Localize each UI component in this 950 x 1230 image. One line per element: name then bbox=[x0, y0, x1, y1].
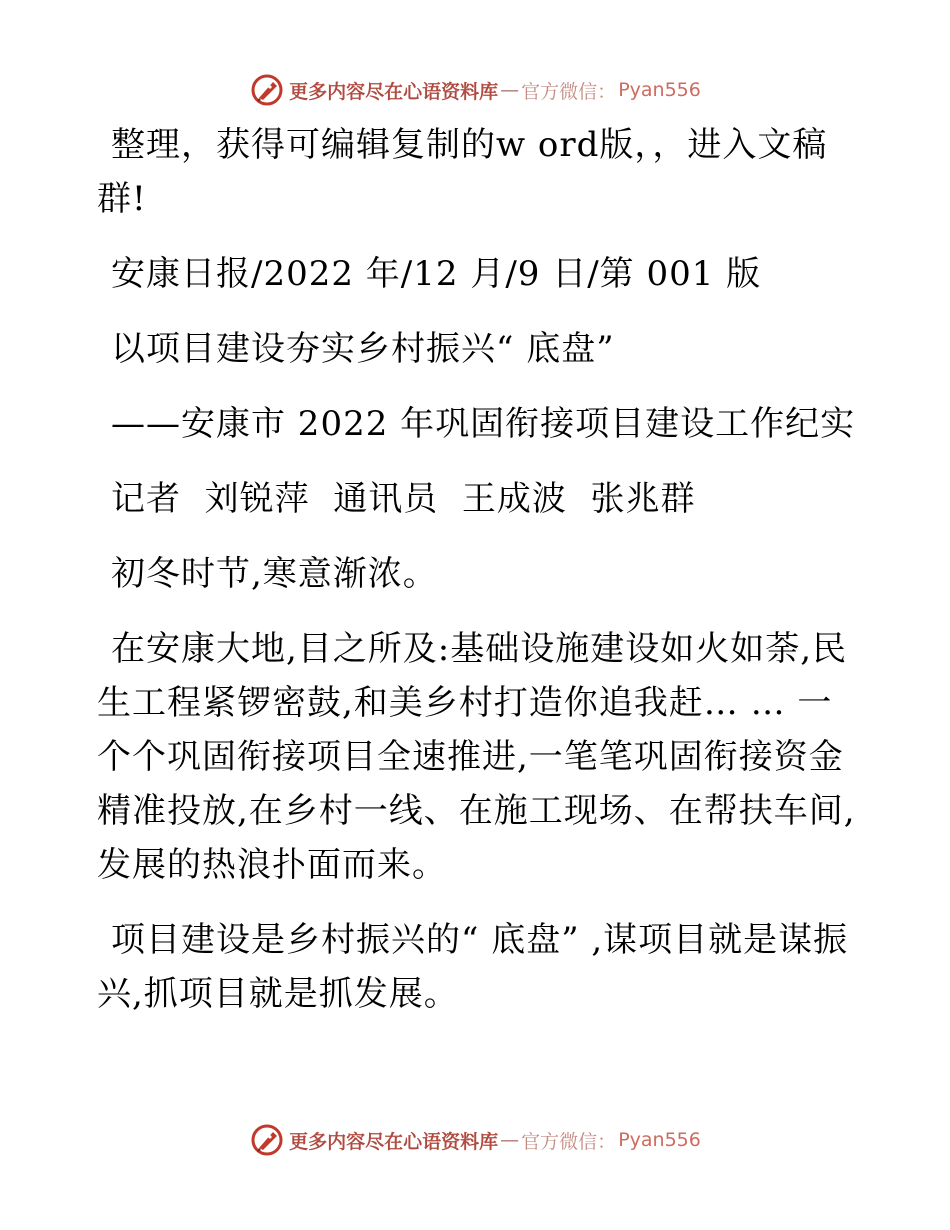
watermark-main-text: 更多内容尽在心语资料库 bbox=[289, 80, 499, 103]
header-watermark bbox=[0, 70, 950, 110]
watermark-separator: — bbox=[500, 79, 520, 101]
watermark-separator: — bbox=[500, 1129, 520, 1151]
paragraph-opening: 初冬时节,寒意渐浓。 bbox=[111, 554, 438, 594]
watermark-official-label: 官方微信： bbox=[521, 80, 617, 103]
paragraph-body-1: 在安康大地,目之所及:基础设施建设如火如荼,民生工程紧锣密鼓,和美乡村打造你追我赶… … 一个个巩固衔接项目全速推进,一笔笔巩固衔接资金精准投放,在乡村一线、在施工现场、在帮扶车间,发展的热浪扑面而来。 bbox=[97, 629, 856, 885]
watermark-official-label: 官方微信： bbox=[521, 1130, 617, 1153]
article-title: 以项目建设夯实乡村振兴“ 底盘” bbox=[111, 329, 615, 369]
paragraph-source-line: 安康日报/2022 年/12 月/9 日/第 001 版 bbox=[111, 254, 762, 294]
watermark-wechat-id: Pyan556 bbox=[618, 79, 701, 101]
document-body bbox=[97, 118, 857, 1042]
article-subtitle: ——安康市 2022 年巩固衔接项目建设工作纪实 bbox=[111, 404, 856, 444]
watermark-main-text: 更多内容尽在心语资料库 bbox=[289, 1130, 499, 1153]
paragraph-intro: 整理，获得可编辑复制的w ord版，，进入文稿群! bbox=[97, 125, 828, 219]
footer-watermark bbox=[0, 1120, 950, 1160]
article-byline: 记者 刘锐萍 通讯员 王成波 张兆群 bbox=[111, 479, 696, 519]
watermark-wechat-id: Pyan556 bbox=[618, 1129, 701, 1151]
pen-logo-icon bbox=[249, 1122, 285, 1158]
paragraph-body-2: 项目建设是乡村振兴的“ 底盘” ,谋项目就是谋振兴,抓项目就是抓发展。 bbox=[97, 920, 849, 1014]
pen-logo-icon bbox=[249, 72, 285, 108]
